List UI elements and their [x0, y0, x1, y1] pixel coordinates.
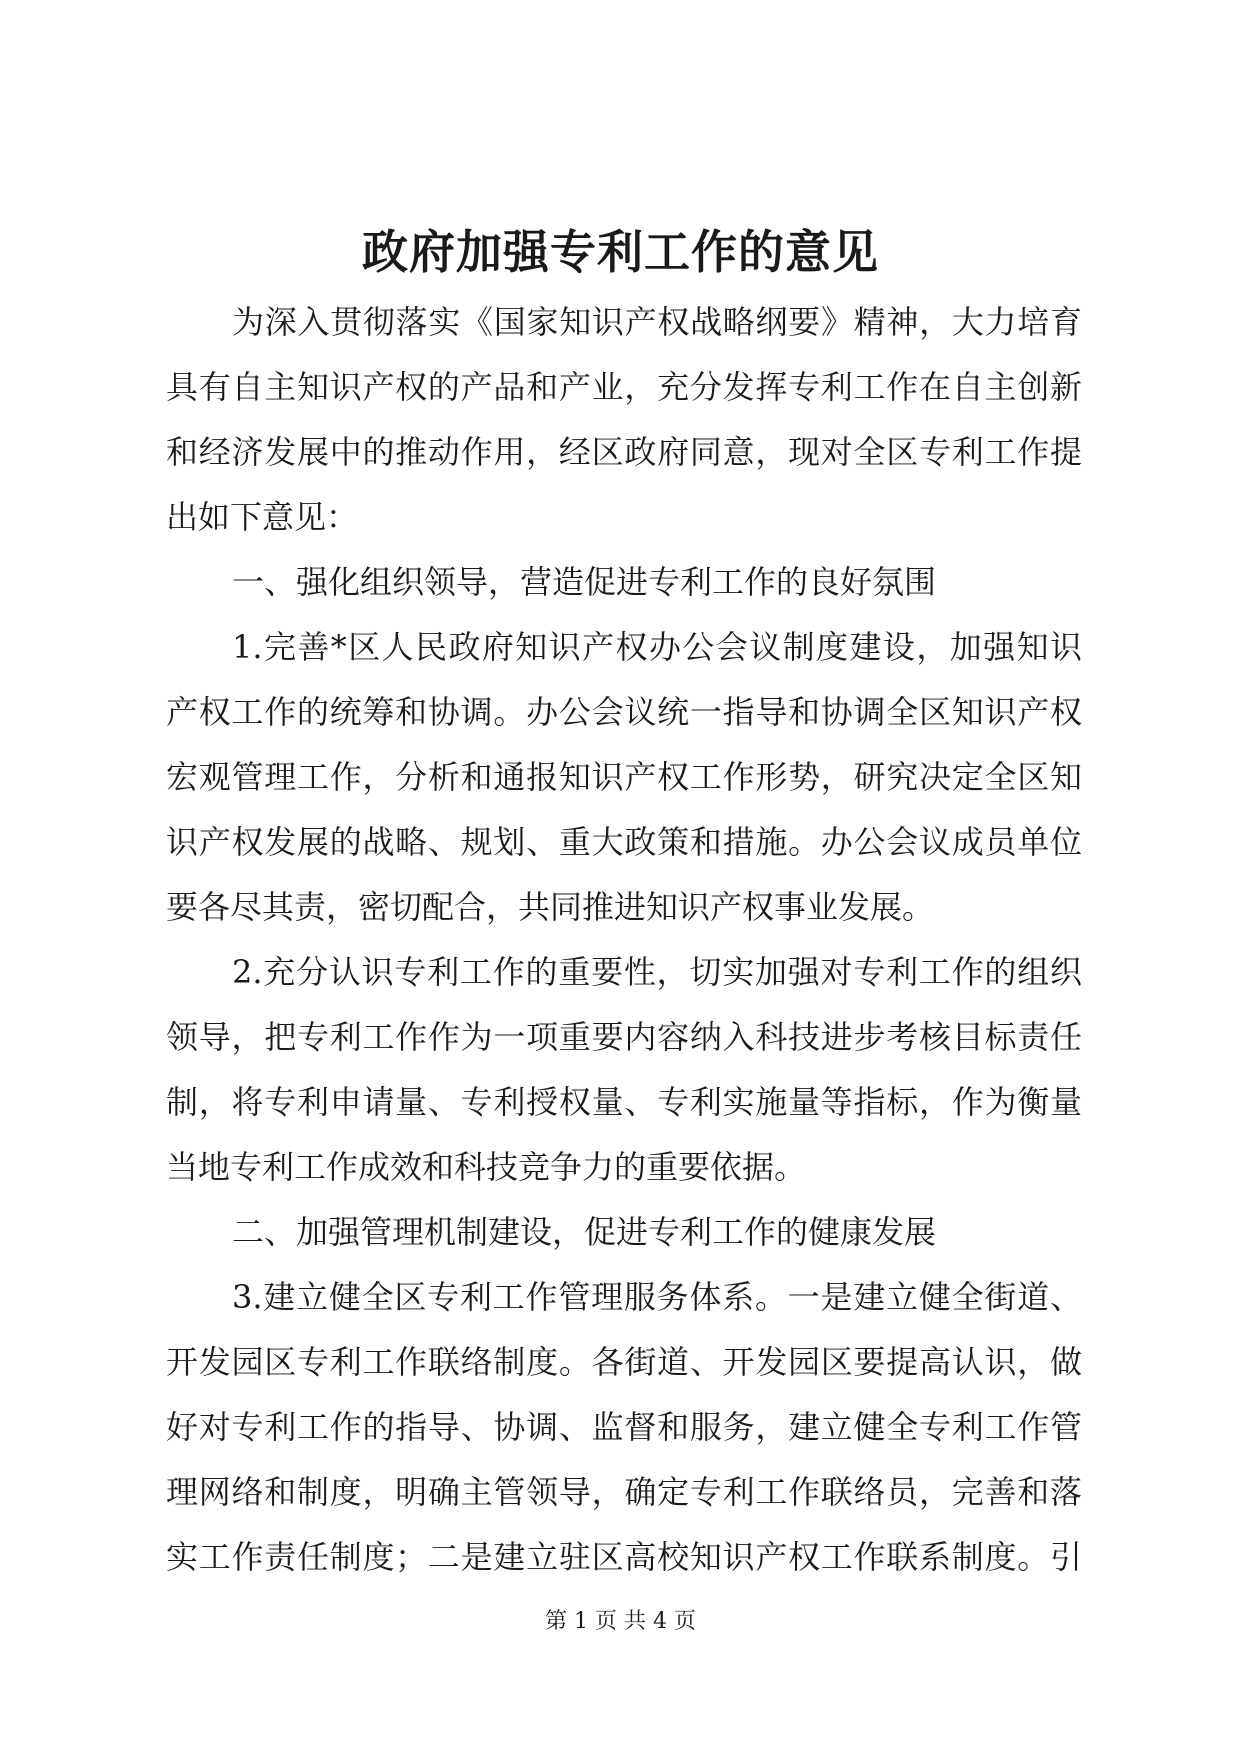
text-line: 制，将专利申请量、专利授权量、专利实施量等指标，作为衡量 [166, 1083, 1082, 1121]
text-line: 1.完善*区人民政府知识产权办公会议制度建设，加强知识 [232, 628, 1082, 666]
text-line: 识产权发展的战略、规划、重大政策和措施。办公会议成员单位 [166, 823, 1082, 861]
page-footer: 第 1 页 共 4 页 [545, 1609, 696, 1634]
text-line: 理网络和制度，明确主管领导，确定专利工作联络员，完善和落 [166, 1473, 1082, 1511]
text-line: 当地专利工作成效和科技竞争力的重要依据。 [166, 1148, 807, 1186]
text-line: 好对专利工作的指导、协调、监督和服务，建立健全专利工作管 [166, 1408, 1082, 1446]
text-line: 宏观管理工作，分析和通报知识产权工作形势，研究决定全区知 [166, 758, 1082, 796]
text-line: 具有自主知识产权的产品和产业，充分发挥专利工作在自主创新 [166, 368, 1082, 406]
text-line: 开发园区专利工作联络制度。各街道、开发园区要提高认识，做 [166, 1343, 1082, 1381]
text-line: 一、强化组织领导，营造促进专利工作的良好氛围 [232, 563, 937, 601]
text-line: 和经济发展中的推动作用，经区政府同意，现对全区专利工作提 [166, 433, 1082, 471]
text-line: 产权工作的统筹和协调。办公会议统一指导和协调全区知识产权 [166, 693, 1082, 731]
document-body [166, 290, 1082, 1590]
text-line: 出如下意见： [166, 498, 359, 536]
text-line: 领导，把专利工作作为一项重要内容纳入科技进步考核目标责任 [166, 1018, 1082, 1056]
text-line: 3.建立健全区专利工作管理服务体系。一是建立健全街道、 [232, 1278, 1082, 1316]
text-line: 要各尽其责，密切配合，共同推进知识产权事业发展。 [166, 888, 935, 926]
text-line: 实工作责任制度；二是建立驻区高校知识产权工作联系制度。引 [166, 1538, 1082, 1576]
text-line: 二、加强管理机制建设，促进专利工作的健康发展 [232, 1213, 937, 1251]
text-line: 2.充分认识专利工作的重要性，切实加强对专利工作的组织 [232, 953, 1082, 991]
text-line: 为深入贯彻落实《国家知识产权战略纲要》精神，大力培育 [232, 303, 1082, 341]
document-title: 政府加强专利工作的意见 [362, 225, 879, 279]
